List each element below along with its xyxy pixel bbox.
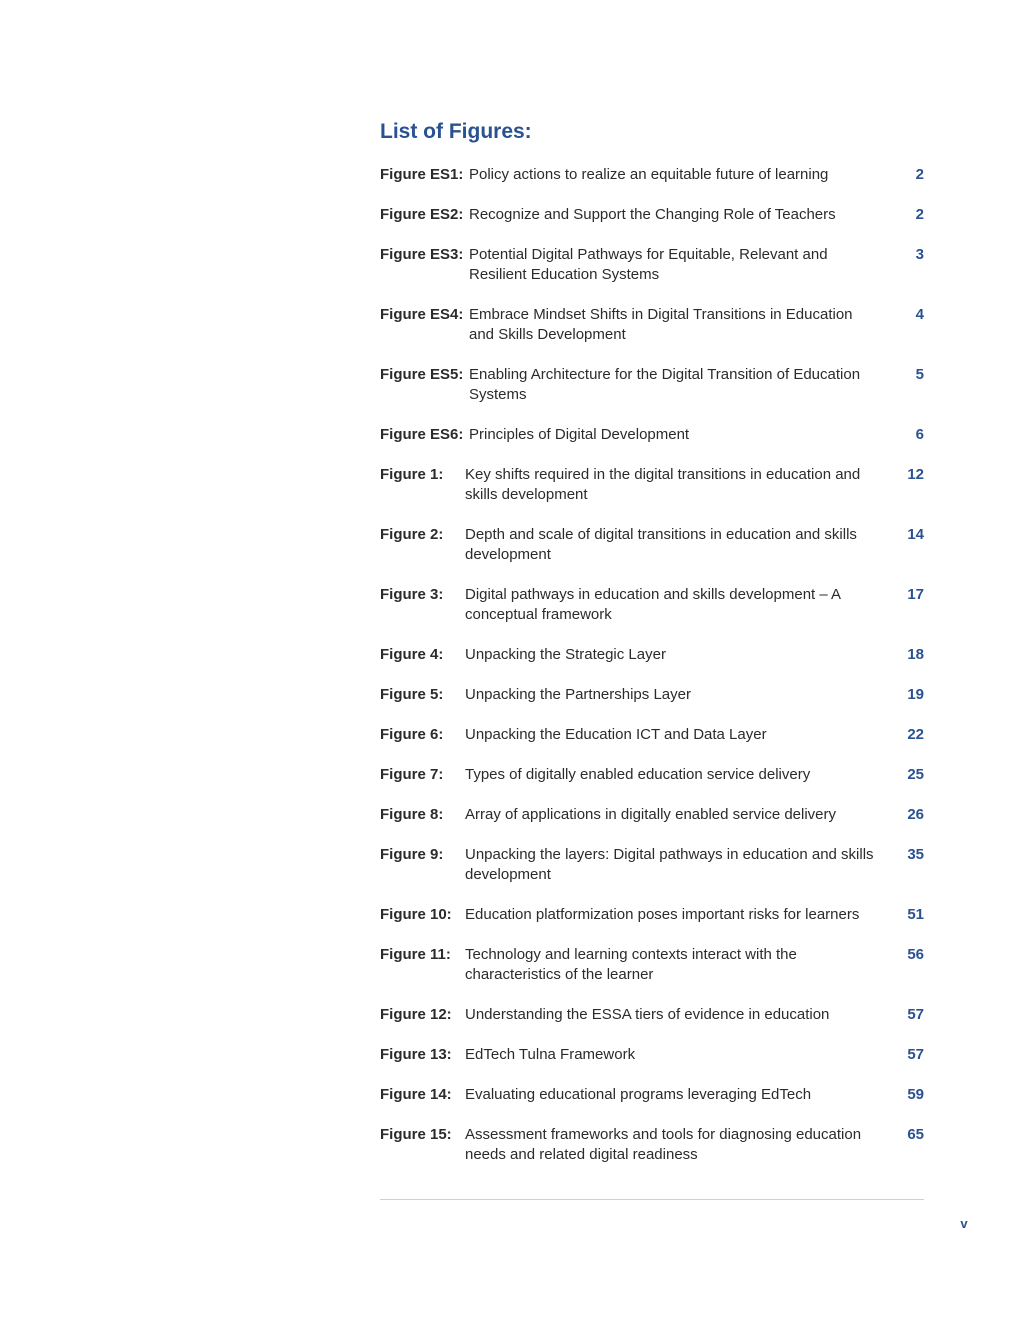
figure-page-number: 59 (907, 1086, 924, 1103)
figure-label: Figure 6: (380, 726, 444, 743)
figure-description: Unpacking the Education ICT and Data Layer (465, 726, 767, 743)
figure-description: EdTech Tulna Framework (465, 1046, 636, 1063)
figure-page-number: 2 (915, 166, 924, 183)
figure-description: Principles of Digital Development (469, 426, 690, 443)
figure-entry[interactable] (380, 425, 924, 445)
figure-page-number: 57 (907, 1006, 924, 1023)
figure-entry[interactable] (380, 305, 924, 345)
figure-page-number: 51 (907, 906, 924, 923)
figure-entry[interactable] (380, 1045, 924, 1065)
figure-label: Figure 3: (380, 586, 444, 603)
figure-page-number: 57 (907, 1046, 924, 1063)
figure-entry[interactable] (380, 725, 924, 745)
figure-page-number: 12 (907, 466, 924, 483)
figure-description: Assessment frameworks and tools for diagnosing education needs and related digital readiness (465, 1126, 862, 1163)
figure-label: Figure ES4: (380, 306, 464, 323)
figure-entry[interactable] (380, 645, 924, 665)
figure-label: Figure 12: (380, 1006, 452, 1023)
page-title: List of Figures: (380, 120, 532, 143)
figure-entry[interactable] (380, 1125, 924, 1165)
figure-entry[interactable] (380, 805, 924, 825)
figure-page-number: 6 (915, 426, 924, 443)
figure-page-number: 22 (907, 726, 924, 743)
figure-page-number: 25 (907, 766, 924, 783)
figure-description: Enabling Architecture for the Digital Transition of Education Systems (469, 366, 861, 403)
figure-page-number: 19 (907, 686, 924, 703)
figure-description: Education platformization poses important risks for learners (465, 906, 860, 923)
figure-label: Figure 10: (380, 906, 452, 923)
figure-entry[interactable] (380, 945, 924, 985)
figure-entry[interactable] (380, 205, 924, 225)
figure-page-number: 4 (915, 306, 924, 323)
figure-page-number: 17 (907, 586, 924, 603)
figure-entry[interactable] (380, 365, 924, 405)
figure-label: Figure 2: (380, 526, 444, 543)
figure-page-number: 14 (907, 526, 924, 543)
figure-list (380, 165, 924, 1165)
figure-label: Figure 11: (380, 946, 451, 963)
figure-description: Recognize and Support the Changing Role of Teachers (469, 206, 836, 223)
figure-entry[interactable] (380, 765, 924, 785)
figure-description: Technology and learning contexts interact with the characteristics of the learner (465, 946, 797, 983)
figure-entry[interactable] (380, 585, 924, 625)
figure-entry[interactable] (380, 685, 924, 705)
figure-page-number: 65 (907, 1126, 924, 1143)
figure-description: Embrace Mindset Shifts in Digital Transitions in Education and Skills Development (469, 306, 853, 343)
figure-entry[interactable] (380, 1085, 924, 1105)
figure-description: Unpacking the Partnerships Layer (465, 686, 691, 703)
figure-description: Evaluating educational programs leveraging EdTech (465, 1086, 812, 1103)
figure-entry[interactable] (380, 525, 924, 565)
figure-page-number: 5 (915, 366, 924, 383)
figure-entry[interactable] (380, 845, 924, 885)
figure-description: Potential Digital Pathways for Equitable, Relevant and Resilient Education Systems (469, 246, 828, 283)
figure-label: Figure 13: (380, 1046, 452, 1063)
figure-description: Types of digitally enabled education service delivery (465, 766, 811, 783)
figure-entry[interactable] (380, 465, 924, 505)
figure-page-number: 56 (907, 946, 924, 963)
figure-description: Policy actions to realize an equitable future of learning (469, 166, 829, 183)
figure-label: Figure ES2: (380, 206, 464, 223)
figure-label: Figure 7: (380, 766, 444, 783)
figure-page-number: 3 (915, 246, 924, 263)
figure-description: Depth and scale of digital transitions in education and skills development (465, 526, 857, 563)
page-number: v (960, 1216, 968, 1231)
figure-label: Figure 9: (380, 846, 444, 863)
figure-label: Figure ES5: (380, 366, 464, 383)
figure-label: Figure 14: (380, 1086, 452, 1103)
list-of-figures (380, 118, 924, 1185)
figure-entry[interactable] (380, 165, 924, 185)
figure-description: Key shifts required in the digital transitions in education and skills development (465, 466, 861, 503)
figure-label: Figure 5: (380, 686, 444, 703)
figure-label: Figure ES1: (380, 166, 464, 183)
figure-description: Array of applications in digitally enabled service delivery (465, 806, 837, 823)
figure-description: Unpacking the layers: Digital pathways in education and skills development (465, 846, 874, 883)
bottom-divider (380, 1199, 924, 1200)
figure-label: Figure ES3: (380, 246, 464, 263)
figure-label: Figure ES6: (380, 426, 464, 443)
figure-entry[interactable] (380, 1005, 924, 1025)
figure-description: Digital pathways in education and skills development – A conceptual framework (465, 586, 841, 623)
figure-page-number: 35 (907, 846, 924, 863)
figure-page-number: 2 (915, 206, 924, 223)
figure-description: Understanding the ESSA tiers of evidence in education (465, 1006, 830, 1023)
figure-page-number: 18 (907, 646, 924, 663)
figure-entry[interactable] (380, 245, 924, 285)
figure-description: Unpacking the Strategic Layer (465, 646, 666, 663)
figure-entry[interactable] (380, 905, 924, 925)
figure-label: Figure 8: (380, 806, 444, 823)
figure-label: Figure 4: (380, 646, 444, 663)
figure-label: Figure 1: (380, 466, 444, 483)
figure-page-number: 26 (907, 806, 924, 823)
figure-label: Figure 15: (380, 1126, 452, 1143)
